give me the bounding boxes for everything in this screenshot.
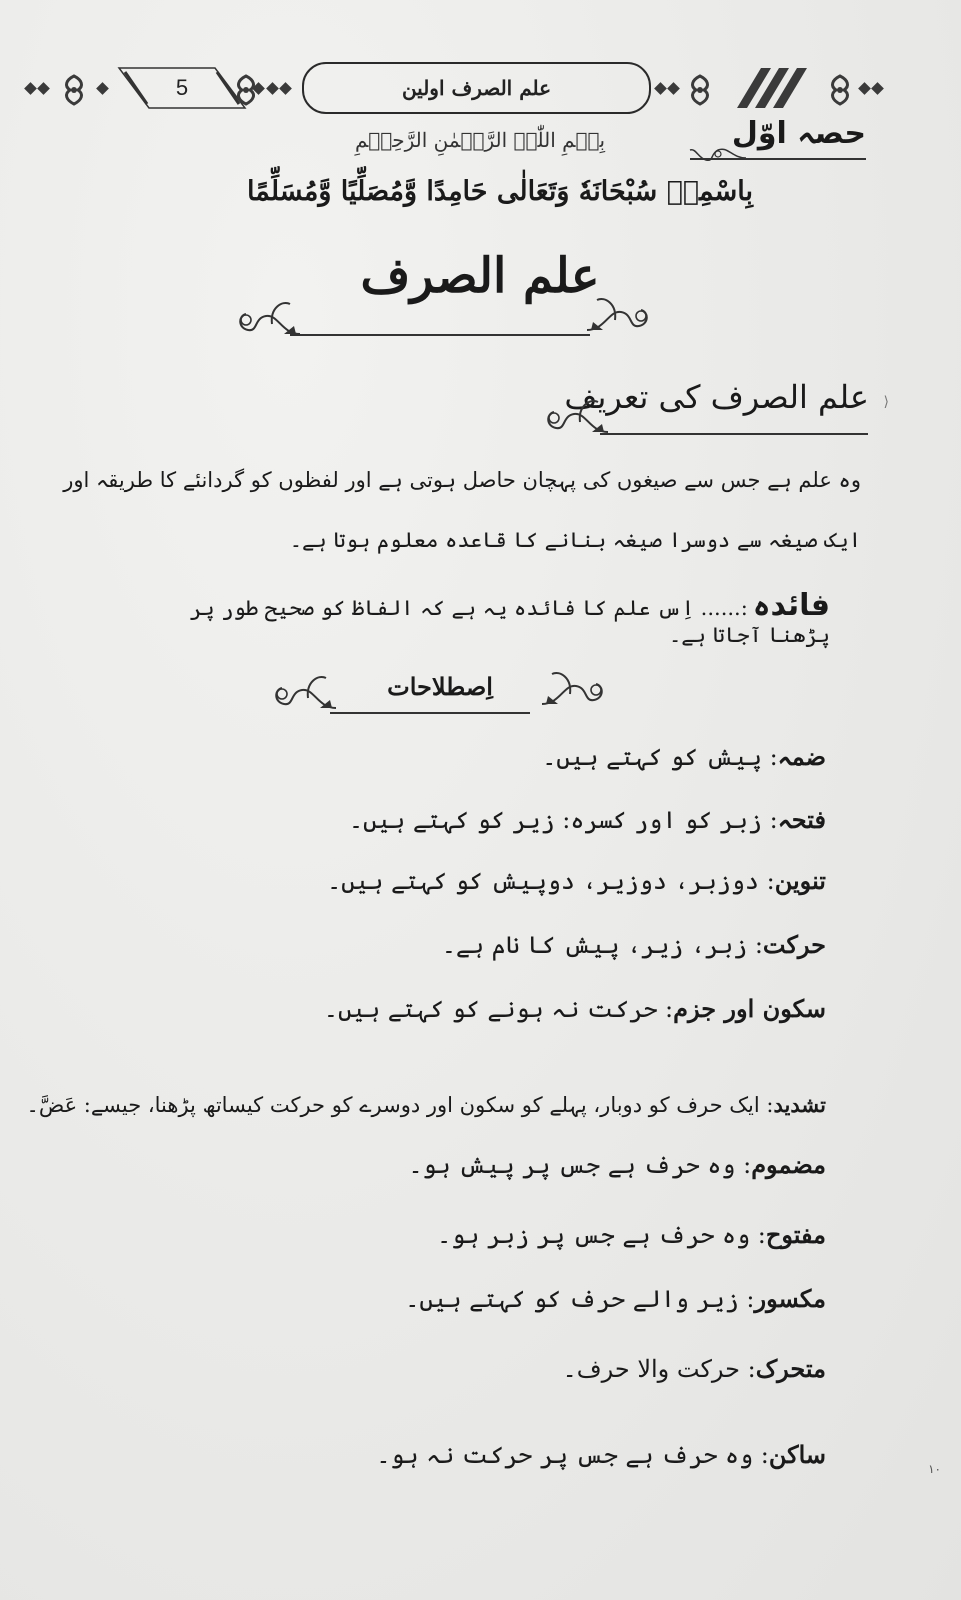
edge-mark: ⟩: [883, 394, 889, 410]
scroll-ornament-icon: [268, 668, 338, 714]
margin-mark: ١٠: [928, 1462, 941, 1476]
part-underline: [690, 158, 866, 160]
floral-ornament-icon: [682, 72, 718, 108]
bismillah: بِسۡمِ اللّٰہِ الرَّحۡمٰنِ الرَّحِیۡمِ: [354, 128, 606, 152]
diamond-dots-ornament: [268, 84, 290, 93]
title-rule: [290, 334, 590, 336]
book-title: علم الصرف اولین: [302, 62, 651, 114]
term-item: سکون اور جزم: حرکت نہ ہونے کو کہتے ہیں۔: [323, 994, 826, 1023]
scroll-ornament-icon: [585, 290, 655, 336]
term-item: مکسور: زیر والے حرف کو کہتے ہیں۔: [405, 1284, 826, 1313]
scroll-ornament-icon: [540, 664, 610, 710]
term-item: مضموم: وہ حرف ہے جس پر پیش ہو۔: [408, 1150, 826, 1179]
term-item: متحرک: حرکت والا حرف۔: [562, 1354, 826, 1383]
section-rule: [330, 712, 530, 714]
diamond-dots-ornament: [26, 84, 48, 93]
term-item: مفتوح: وہ حرف ہے جس پر زبر ہو۔: [437, 1220, 826, 1249]
benefit-note: [140, 588, 830, 647]
term-item: ساکن: وہ حرف ہے جس پر حرکت نہ ہو۔: [376, 1440, 826, 1469]
term-item: فتحہ: زبر کو اور کسرہ: زیر کو کہتے ہیں۔: [348, 805, 826, 834]
term-item: حرکت: زبر، زیر، پیش کا نام ہے۔: [441, 930, 826, 959]
chapter-title: علم الصرف: [360, 248, 600, 304]
page-number: 5: [175, 75, 189, 100]
section-rule: [600, 433, 868, 435]
term-item: ضمہ: پیش کو کہتے ہیں۔: [542, 742, 826, 771]
invocation-line: بِاسْمِهٖ سُبْحَانَهٗ وَتَعَالٰی حَامِدًا وَّمُصَلِّيًا وَّمُسَلِّمًا: [247, 176, 753, 207]
part-label: حصہ اوّل: [731, 116, 866, 151]
benefit-text: :...... اِس علم کا فائدہ یہ ہے کہ الفاظ کو صحیح طور پر پڑھنا آجاتا ہے۔: [189, 596, 830, 647]
running-header: [22, 62, 892, 118]
floral-ornament-icon: [822, 72, 858, 108]
definition-line-1: وہ علم ہے جس سے صیغوں کی پہچان حاصل ہوتی ہے اور لفظوں کو گردانئے کا طریقہ اور: [63, 468, 861, 492]
floral-ornament-icon: [56, 72, 92, 108]
scroll-ornament-icon: [540, 392, 610, 438]
diamond-dots-ornament: [656, 84, 678, 93]
floral-ornament-icon: [228, 72, 264, 108]
term-item: تشدید: ایک حرف کو دوبار، پہلے کو سکون اور دوسرے کو حرکت کیساتھ پڑھنا، جیسے: عَضَّ۔: [26, 1092, 826, 1117]
vine-ornament-icon: [688, 140, 748, 164]
benefit-label: فائدہ: [752, 588, 830, 623]
diagonal-stripes-ornament: [727, 64, 817, 108]
section-heading-terminology: اِصطلاحات: [387, 672, 493, 701]
definition-line-2: ایک صیغہ سے دوسرا صیغہ بنانے کا قاعدہ معلوم ہوتا ہے۔: [289, 528, 861, 552]
term-item: تنوین: دوزبر، دوزیر، دوپیش کو کہتے ہیں۔: [327, 866, 826, 895]
diamond-dots-ornament: [860, 84, 882, 93]
section-heading-definition: علم الصرف کی تعریف: [564, 378, 869, 416]
diamond-ornament: [96, 82, 109, 95]
